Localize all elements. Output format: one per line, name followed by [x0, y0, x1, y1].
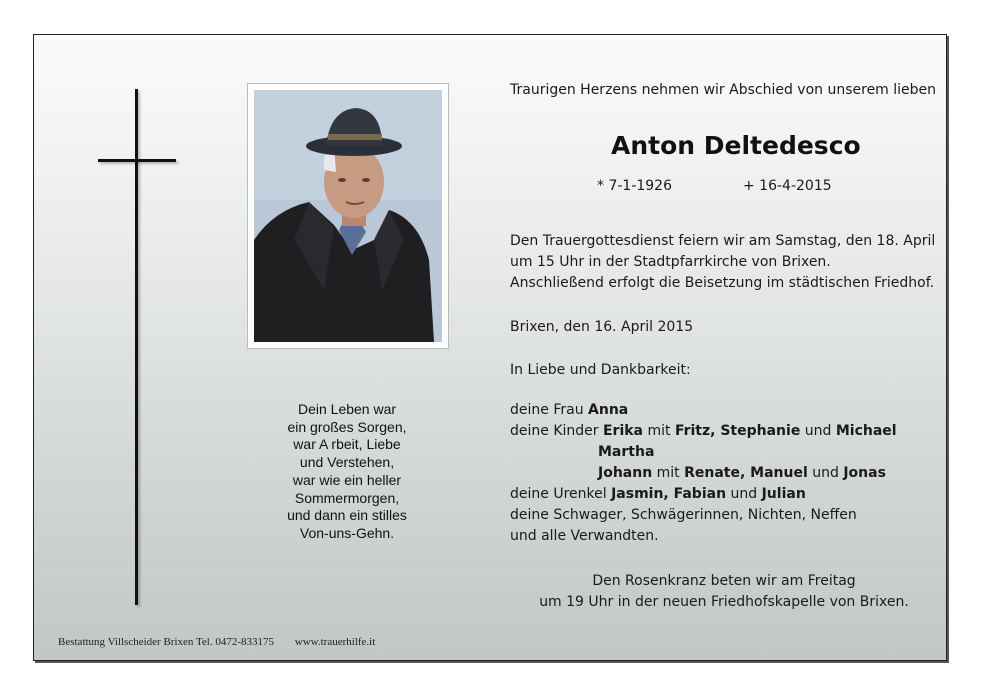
family-list: [510, 400, 897, 547]
poem-line: war wie ein heller: [292, 471, 402, 488]
cross-icon-horizontal: [98, 159, 176, 162]
service-line: Den Trauergottesdienst feiern wir am Samstag, den 18. April: [510, 233, 936, 249]
obituary-card: [33, 34, 947, 661]
poem-line: und Verstehen,: [299, 454, 395, 471]
footer: [58, 636, 375, 648]
cross-icon-vertical: [135, 89, 138, 605]
poem-line: Sommermorgen,: [294, 489, 400, 506]
website-link[interactable]: www.trauerhilfe.it: [294, 636, 376, 648]
family-row-child3: [510, 463, 897, 484]
family-label: mit: [652, 465, 685, 481]
birth-date: * 7-1-1926: [597, 178, 672, 194]
service-line: Anschließend erfolgt die Beisetzung im städtischen Friedhof.: [510, 275, 935, 291]
family-label: deine Frau: [510, 402, 589, 418]
poem-line: Dein Leben war: [297, 401, 397, 417]
family-label: mit: [643, 423, 675, 439]
rosary-line: Den Rosenkranz beten wir am Freitag: [592, 573, 856, 589]
family-row-children: [510, 421, 897, 442]
family-row-child2: [510, 442, 897, 463]
family-name: Martha: [598, 444, 655, 460]
family-label: deine Kinder: [510, 423, 603, 439]
poem-line: ein großes Sorgen,: [287, 418, 407, 435]
gratitude-line: In Liebe und Dankbarkeit:: [510, 362, 691, 378]
family-label: und: [726, 486, 762, 502]
service-info: [510, 231, 935, 294]
family-name: Johann: [598, 465, 653, 481]
family-name: Renate, Manuel: [684, 465, 808, 481]
family-label: deine Urenkel: [510, 486, 612, 502]
death-date: + 16-4-2015: [743, 178, 832, 194]
portrait-frame: [247, 83, 449, 349]
family-name: Jonas: [843, 465, 886, 481]
rosary-line: um 19 Uhr in der neuen Friedhofskapelle von Brixen.: [539, 594, 909, 610]
poem-line: Von-uns-Gehn.: [299, 524, 395, 541]
family-row-wife: [510, 400, 897, 421]
poem-line: war A rbeit, Liebe: [293, 436, 401, 453]
poem-line: und dann ein stilles: [287, 507, 407, 524]
family-name: Anna: [588, 402, 629, 418]
family-name: Julian: [761, 486, 806, 502]
funeral-home-info: Bestattung Villscheider Brixen Tel. 0472-833175: [58, 636, 274, 648]
family-name: Michael: [835, 423, 897, 439]
intro-text: Traurigen Herzens nehmen wir Abschied von unserem lieben: [510, 82, 937, 98]
family-row-relatives: und alle Verwandten.: [510, 528, 659, 544]
place-date: Brixen, den 16. April 2015: [510, 319, 694, 335]
family-label: und: [807, 465, 844, 481]
family-row-greatgrandchildren: [510, 484, 897, 505]
service-line: um 15 Uhr in der Stadtpfarrkirche von Brixen.: [510, 254, 831, 270]
family-name: Fritz, Stephanie: [674, 423, 801, 439]
portrait-illustration: [254, 90, 442, 342]
portrait-photo: [254, 90, 442, 342]
family-row-inlaws: deine Schwager, Schwägerinnen, Nichten, Neffen: [510, 507, 857, 523]
rosary-info: [534, 571, 914, 613]
family-name: Jasmin, Fabian: [611, 486, 727, 502]
family-label: und: [800, 423, 836, 439]
deceased-name: Anton Deltedesco: [611, 131, 861, 160]
family-name: Erika: [602, 423, 644, 439]
poem: [257, 401, 437, 543]
